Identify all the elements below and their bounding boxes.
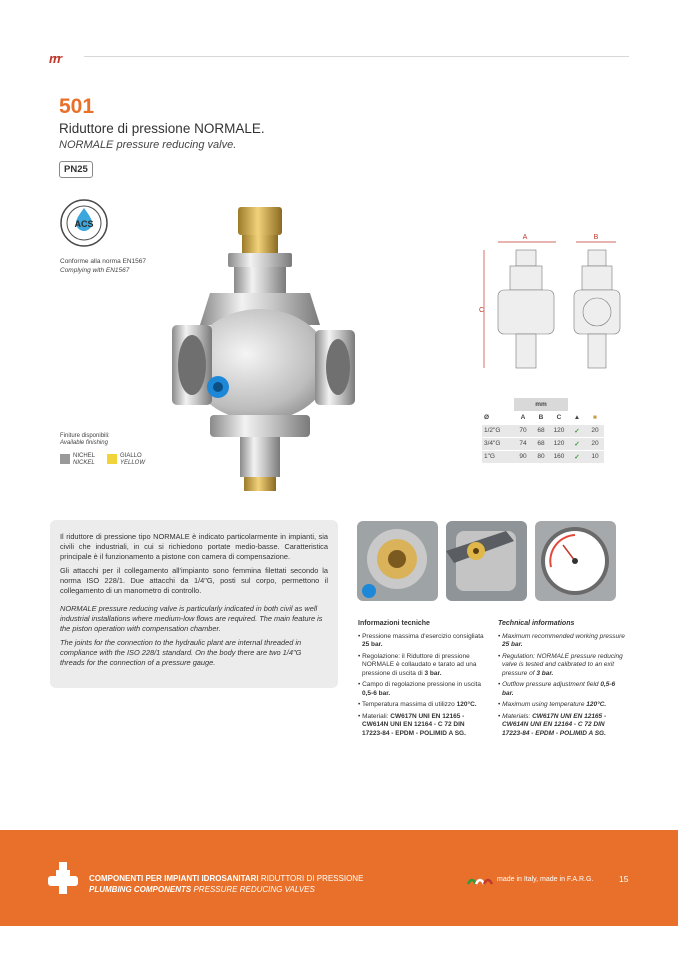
dimension-label-c: C: [479, 307, 485, 314]
finish-label-it: GIALLO: [120, 453, 142, 459]
box-icon: ▲: [573, 413, 581, 421]
description-it-2: Gli attacchi per il collegamento all'impianto sono femmina filettati secondo la norma ISO 228/1. Due attacchi da 1/4"G, posti sul corpo, permettono il collegamento di un manometro di controllo.: [60, 566, 328, 595]
finish-label-en: YELLOW: [120, 460, 146, 466]
brand-logo: rrr: [49, 51, 62, 66]
header-divider: [84, 56, 629, 57]
product-code: 501: [59, 95, 95, 118]
list-item: • Maximum recommended working pressure 25 bar.: [498, 632, 625, 648]
made-in-italy: made in Italy, made in F.A.R.G.: [497, 876, 594, 883]
piston-photo: [357, 521, 438, 601]
list-item: • Outflow pressure adjustment field 0,5-6 bar.: [498, 681, 616, 697]
tech-heading-en: Technical informations: [498, 620, 575, 627]
acs-certification-icon: [59, 198, 109, 248]
yellow-swatch: [107, 454, 117, 464]
valve-product-image: [170, 205, 360, 495]
tech-heading-it: Informazioni tecniche: [358, 620, 430, 627]
dimensions-table: [482, 398, 604, 463]
column-header: B: [538, 413, 544, 421]
acs-badge-label: ACS: [74, 219, 94, 229]
description-en-2: The joints for the connection to the hydraulic plant are internal threaded in compliance with the ISO 228/1 standard. On the body there are two 1/4"G threads for the connection of a pressure gauge.: [60, 638, 302, 667]
unit-header: mm: [514, 398, 568, 411]
description-box: [50, 520, 338, 688]
conformity-en: Complying with EN1567: [60, 267, 130, 274]
pressure-gauge-photo: [535, 521, 616, 601]
column-header: C: [556, 413, 562, 421]
wrench-photo: [446, 521, 527, 601]
table-row: 1"G 90 80 160 ✓ 10: [482, 450, 604, 463]
list-item: • Temperatura massima di utilizzo 120°C.: [358, 701, 477, 708]
list-item: • Maximum using temperature 120°C.: [498, 701, 607, 708]
description-it-1: Il riduttore di pressione tipo NORMALE è indicato particolarmente in impianti, sia civili che industriali, in cui si richiedono portate medio-basse. Caratteristica principale è il funzionamento a pistone con camera di compensazione.: [60, 532, 328, 561]
conformity-note: [60, 257, 146, 275]
dimension-label-a: A: [522, 234, 528, 241]
column-header: Ø: [484, 413, 490, 421]
description-en-1: NORMALE pressure reducing valve is particularly indicated in both civil as well industrial installations where medium-low flows are required. The main feature is the piston operation with compensation chamber.: [60, 604, 323, 633]
product-title-it: Riduttore di pressione NORMALE.: [59, 121, 265, 136]
valve-footer-icon: [48, 862, 78, 894]
dimension-label-b: B: [593, 234, 599, 241]
tech-info-it: [358, 620, 486, 741]
list-item: • Campo di regolazione pressione in uscita 0,5-6 bar.: [358, 681, 481, 697]
finish-yellow: [107, 453, 145, 467]
finish-nickel: [60, 453, 95, 467]
finish-label-en: NICKEL: [73, 460, 95, 466]
table-row: 3/4"G 74 68 120 ✓ 20: [482, 437, 604, 450]
product-title-en: NORMALE pressure reducing valve.: [59, 139, 237, 151]
page-number: 15: [619, 874, 629, 884]
carton-icon: ■: [593, 413, 597, 421]
finishes-title-en: Available finishing: [60, 440, 108, 446]
italian-flag-icon: [466, 875, 494, 885]
pressure-badge: PN25: [59, 161, 93, 178]
dimension-drawing: [478, 230, 636, 378]
list-item: • Regulation: NORMALE pressure reducing valve is tested and calibrated to an exit pressure of 3 bar.: [498, 652, 623, 677]
tech-info-en: [498, 620, 626, 741]
finishes-title: [60, 433, 110, 447]
list-item: • Materials: CW617N UNI EN 12165 - CW614N UNI EN 12164 - C 72 DIN 17223-84 - EPDM - POLIMID A SG.: [498, 712, 607, 737]
footer-category-it: COMPONENTI PER IMPIANTI IDROSANITARI RIDUTTORI DI PRESSIONE: [89, 874, 364, 883]
list-item: • Regolazione: il Riduttore di pressione NORMALE è collaudato e tarato ad una pressione di uscita di 3 bar.: [358, 652, 477, 677]
list-item: • Materiali: CW617N UNI EN 12165 - CW614N UNI EN 12164 - C 72 DIN 17223-84 - EPDM - POLIMID A SG.: [358, 712, 466, 737]
conformity-it: Conforme alla norma EN1567: [60, 258, 146, 265]
column-header: A: [520, 413, 526, 421]
nickel-swatch: [60, 454, 70, 464]
table-row: 1/2"G 70 68 120 ✓ 20: [482, 424, 604, 437]
finish-label-it: NICHEL: [73, 453, 96, 459]
list-item: • Pressione massima d'esercizio consigliata 25 bar.: [358, 632, 484, 648]
finishes-title-it: Finiture disponibili:: [60, 433, 110, 439]
footer-category-en: PLUMBING COMPONENTS PRESSURE REDUCING VALVES: [89, 885, 315, 894]
